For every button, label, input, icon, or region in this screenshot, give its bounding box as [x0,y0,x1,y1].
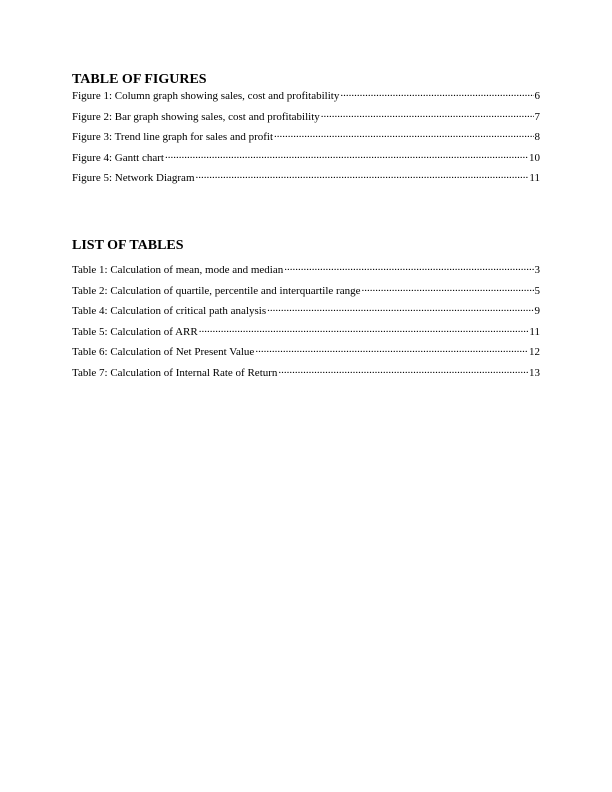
figure-entry-2[interactable] [72,109,540,130]
table-entry-label: Table 4: Calculation of critical path analysis [72,305,267,317]
figures-list [72,88,540,191]
table-of-figures [72,72,540,191]
figure-entry-label: Figure 4: Gantt chart [72,151,164,164]
table-entry-1[interactable] [72,262,540,283]
dot-leader [274,129,533,140]
figure-entry-label: Figure 5: Network Diagram [72,172,195,184]
figure-entry-1[interactable] [72,88,540,109]
table-entry-label: Table 6: Calculation of Net Present Value [72,346,255,358]
dot-leader [267,303,533,314]
list-of-tables [72,238,540,385]
figure-entry-page: 10 [529,151,540,164]
table-entry-label: Table 7: Calculation of Internal Rate of Return [72,366,278,379]
list-of-tables-heading: LIST OF TABLES [72,238,184,253]
table-entry-3[interactable] [72,303,540,324]
figure-entry-page: 8 [534,131,540,143]
dot-leader [255,344,528,355]
figure-entry-page: 11 [529,172,540,184]
tables-list [72,262,540,385]
table-entry-page: 13 [529,366,540,379]
dot-leader [361,283,533,294]
figure-entry-3[interactable] [72,129,540,150]
dot-leader [284,262,533,273]
figure-entry-4[interactable] [72,150,540,171]
figure-entry-label: Figure 1: Column graph showing sales, cost and profitability [72,90,340,102]
figure-entry-page: 7 [534,110,540,123]
figure-entry-label: Figure 3: Trend line graph for sales and profit [72,131,274,143]
table-entry-page: 5 [534,284,540,297]
figure-entry-label: Figure 2: Bar graph showing sales, cost and profitability [72,110,320,123]
table-entry-2[interactable] [72,283,540,304]
table-entry-4[interactable] [72,324,540,345]
dot-leader [196,170,529,181]
table-entry-label: Table 1: Calculation of mean, mode and median [72,264,284,276]
table-entry-page: 9 [534,305,540,317]
table-entry-label: Table 2: Calculation of quartile, percentile and interquartile range [72,284,361,297]
table-entry-6[interactable] [72,365,540,386]
dot-leader [165,150,528,161]
table-entry-5[interactable] [72,344,540,365]
dot-leader [321,109,534,120]
table-entry-page: 12 [529,346,540,358]
dot-leader [199,324,529,335]
table-of-figures-heading: TABLE OF FIGURES [72,72,207,87]
figure-entry-page: 6 [534,90,540,102]
dot-leader [278,365,528,376]
figure-entry-5[interactable] [72,170,540,191]
dot-leader [340,88,533,99]
table-entry-page: 3 [534,264,540,276]
table-entry-page: 11 [529,325,540,338]
table-entry-label: Table 5: Calculation of ARR [72,325,198,338]
